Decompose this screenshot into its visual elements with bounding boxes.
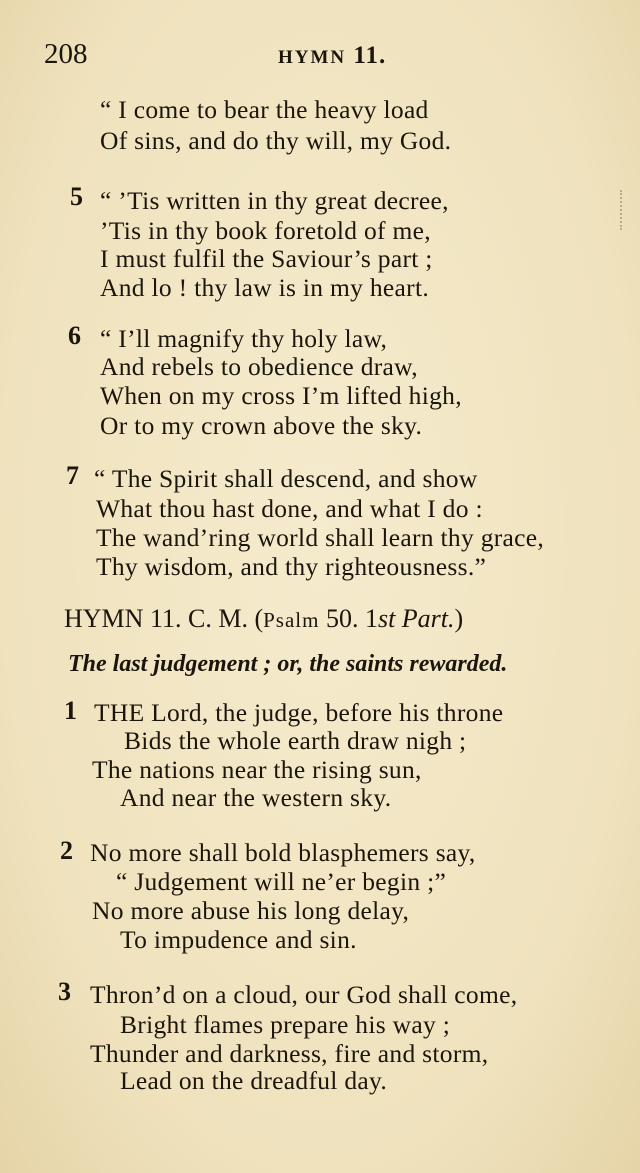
verse-line: I must fulfil the Saviour’s part ; [100,244,433,273]
verse-line: And near the western sky. [120,783,392,812]
verse-line: THE Lord, the judge, before his throne [94,698,504,727]
verse-line: Thy wisdom, and thy righteousness.” [96,552,487,581]
verse-line: And rebels to obedience draw, [100,352,418,381]
hymn-title [64,604,463,634]
stanza-number: 6 [68,321,81,350]
verse-line: Bids the whole earth draw nigh ; [124,726,467,755]
stanza-number: 2 [60,836,73,865]
running-head-number: 11. [353,42,387,69]
margin-mark [620,190,626,230]
stanza-number: 5 [70,182,83,211]
stanza-number: 3 [58,977,71,1006]
verse-line: Bright flames prepare his way ; [120,1010,451,1039]
stanza-number: 1 [64,696,77,725]
page-number: 208 [44,38,88,70]
verse-line: Of sins, and do thy will, my God. [100,126,452,155]
running-head-prefix: HYMN [278,47,347,68]
verse-line: Or to my crown above the sky. [100,411,423,440]
verse-line: “ I’ll magnify thy holy law, [100,324,388,353]
stanza-number: 7 [66,461,79,490]
verse-line: Thunder and darkness, fire and storm, [90,1039,489,1068]
verse-line: No more abuse his long delay, [92,896,410,925]
verse-line: ’Tis in thy book foretold of me, [100,216,431,245]
hymn-title-num: 50. 1 [319,604,378,633]
verse-line: No more shall bold blasphemers say, [90,838,476,867]
verse-line: Lead on the dreadful day. [120,1066,388,1095]
hymn-title-close: ) [454,604,464,633]
verse-line: What thou hast done, and what I do : [96,494,483,523]
verse-line: “ ’Tis written in thy great decree, [100,186,449,215]
verse-line: Thron’d on a cloud, our God shall come, [90,980,518,1009]
hymn-title-part: st Part. [377,604,455,633]
verse-line: “ I come to bear the heavy load [100,95,429,124]
verse-line: The wand’ring world shall learn thy grace, [96,523,545,552]
running-head [278,42,386,70]
verse-line: The nations near the rising sun, [92,755,422,784]
verse-line: And lo ! thy law is in my heart. [100,273,430,302]
verse-line: When on my cross I’m lifted high, [100,381,462,410]
page-header [0,38,640,78]
hymn-subtitle: The last judgement ; or, the saints rewarded. [68,651,508,677]
verse-line: To impudence and sin. [120,925,357,954]
hymn-title-psalm: Psalm [263,608,320,632]
hymn-title-prefix: HYMN 11. C. M. ( [64,604,264,633]
verse-line: “ Judgement will ne’er begin ;” [116,867,447,896]
verse-line: “ The Spirit shall descend, and show [94,464,478,493]
